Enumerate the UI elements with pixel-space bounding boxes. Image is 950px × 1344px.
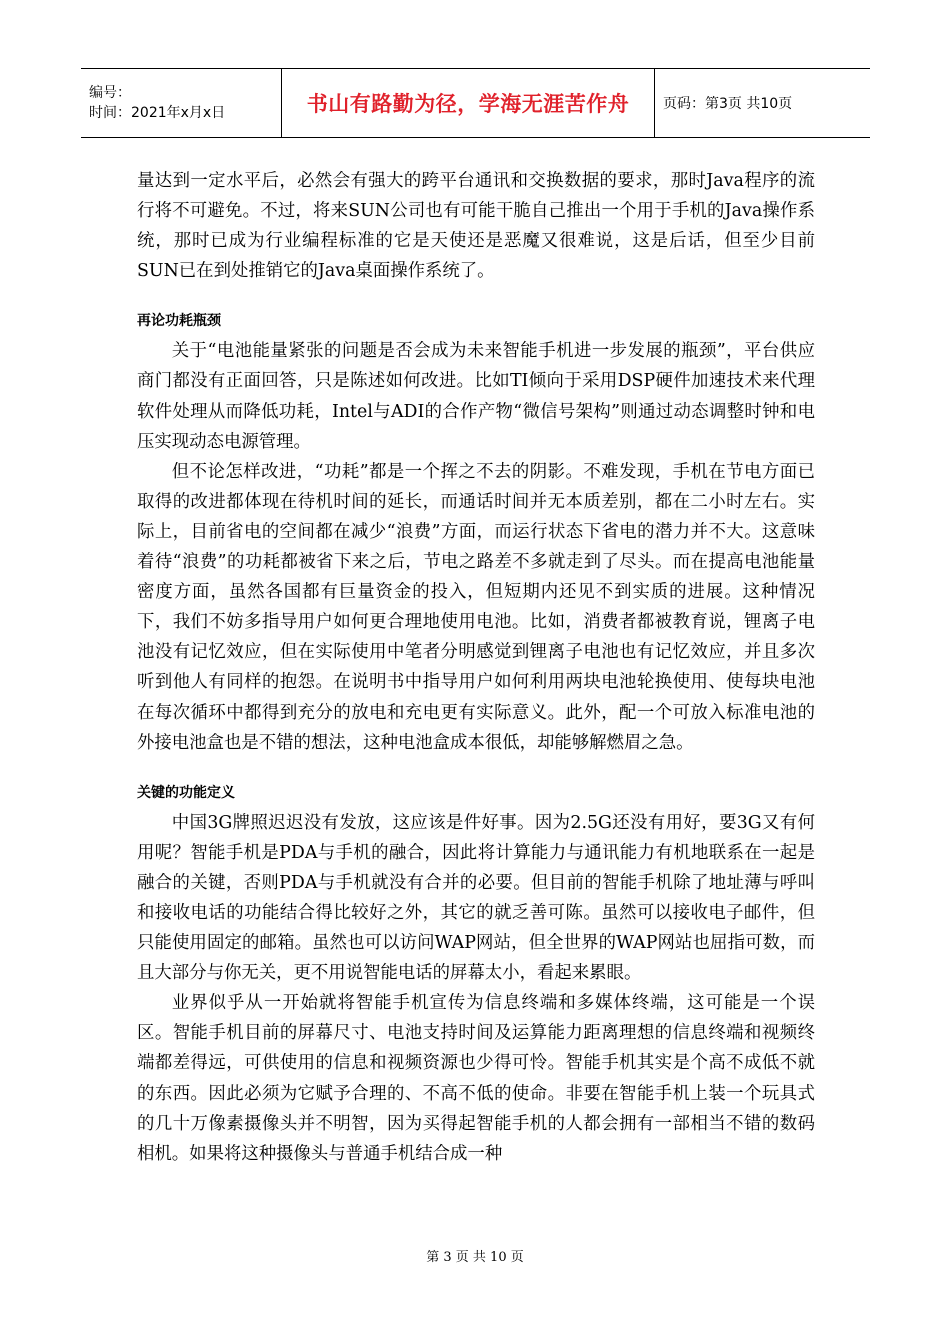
header-motto-cell [281, 69, 655, 137]
document-body [137, 166, 815, 1169]
body-paragraph: 中国3G牌照迟迟没有发放，这应该是件好事。因为2.5G还没有用好，要3G又有何用呢？智能手机是PDA与手机的融合，因此将计算能力与通讯能力有机地联系在一起是融合的关键，否则PDA与手机就没有合并的必要。但目前的智能手机除了地址薄与呼叫和接收电话的功能结合得比较好之外，其它的就乏善可陈。虽然可以接收电子邮件，但只能使用固定的邮箱。虽然也可以访问WAP网站，但全世界的WAP网站也屈指可数，而且大部分与你无关，更不用说智能电话的屏幕太小，看起来累眼。 [137, 812, 815, 984]
body-paragraph: 但不论怎样改进，“功耗”都是一个挥之不去的阴影。不难发现，手机在节电方面已取得的改进都体现在待机时间的延长，而通话时间并无本质差别，都在二小时左右。实际上，目前省电的空间都在减少“浪费”方面，而运行状态下省电的潜力并不大。这意味着待“浪费”的功耗都被省下来之后，节电之路差不多就走到了尽头。而在提高电池能量密度方面，虽然各国都有巨量资金的投入，但短期内还见不到实质的进展。这种情况下，我们不妨多指导用户如何更合理地使用电池。比如，消费者都被教育说，锂离子电池没有记忆效应，但在实际使用中笔者分明感觉到锂离子电池也有记忆效应，并且多次听到他人有同样的抱怨。在说明书中指导用户如何利用两块电池轮换使用、使每块电池在每次循环中都得到充分的放电和充电更有实际意义。此外，配一个可放入标准电池的外接电池盒也是不错的想法，这种电池盒成本很低，却能够解燃眉之急。 [137, 461, 815, 753]
header-page-label: 页码：第3页 共10页 [663, 96, 793, 112]
header-motto: 书山有路勤为径，学海无涯苦作舟 [306, 92, 630, 116]
body-paragraph: 关于“电池能量紧张的问题是否会成为未来智能手机进一步发展的瓶颈”，平台供应商门都没有正面回答，只是陈述如何改进。比如TI倾向于采用DSP硬件加速技术来代理软件处理从而降低功耗，Intel与ADI的合作产物“微信号架构”则通过动态调整时钟和电压实现动态电源管理。 [137, 341, 815, 452]
page-footer: 第 3 页 共 10 页 [426, 1250, 524, 1265]
header-meta [81, 69, 281, 137]
body-paragraph: 业界似乎从一开始就将智能手机宣传为信息终端和多媒体终端，这可能是一个误区。智能手机目前的屏幕尺寸、电池支持时间及运算能力距离理想的信息终端和视频终端都差得远，可供使用的信息和视频资源也少得可怜。智能手机其实是个高不成低不就的东西。因此必须为它赋予合理的、不高不低的使命。非要在智能手机上装一个玩具式的几十万像素摄像头并不明智，因为买得起智能手机的人都会拥有一部相当不错的数码相机。如果将这种摄像头与普通手机结合成一种 [137, 993, 815, 1164]
section-title: 再论功耗瓶颈 [137, 313, 221, 330]
intro-paragraph: 量达到一定水平后，必然会有强大的跨平台通讯和交换数据的要求，那时Java程序的流行将不可避免。不过，将来SUN公司也有可能干脆自己推出一个用于手机的Java操作系统，那时已成为行业编程标准的它是天使还是恶魔又很难说，这是后话，但至少目前SUN已在到处推销它的Java桌面操作系统了。 [137, 171, 815, 282]
serial-label: 编号： [89, 85, 131, 101]
date-label: 时间：2021年x月x日 [89, 105, 226, 121]
page-header [81, 68, 870, 138]
section-title: 关键的功能定义 [137, 784, 235, 801]
header-page-cell [655, 69, 870, 137]
